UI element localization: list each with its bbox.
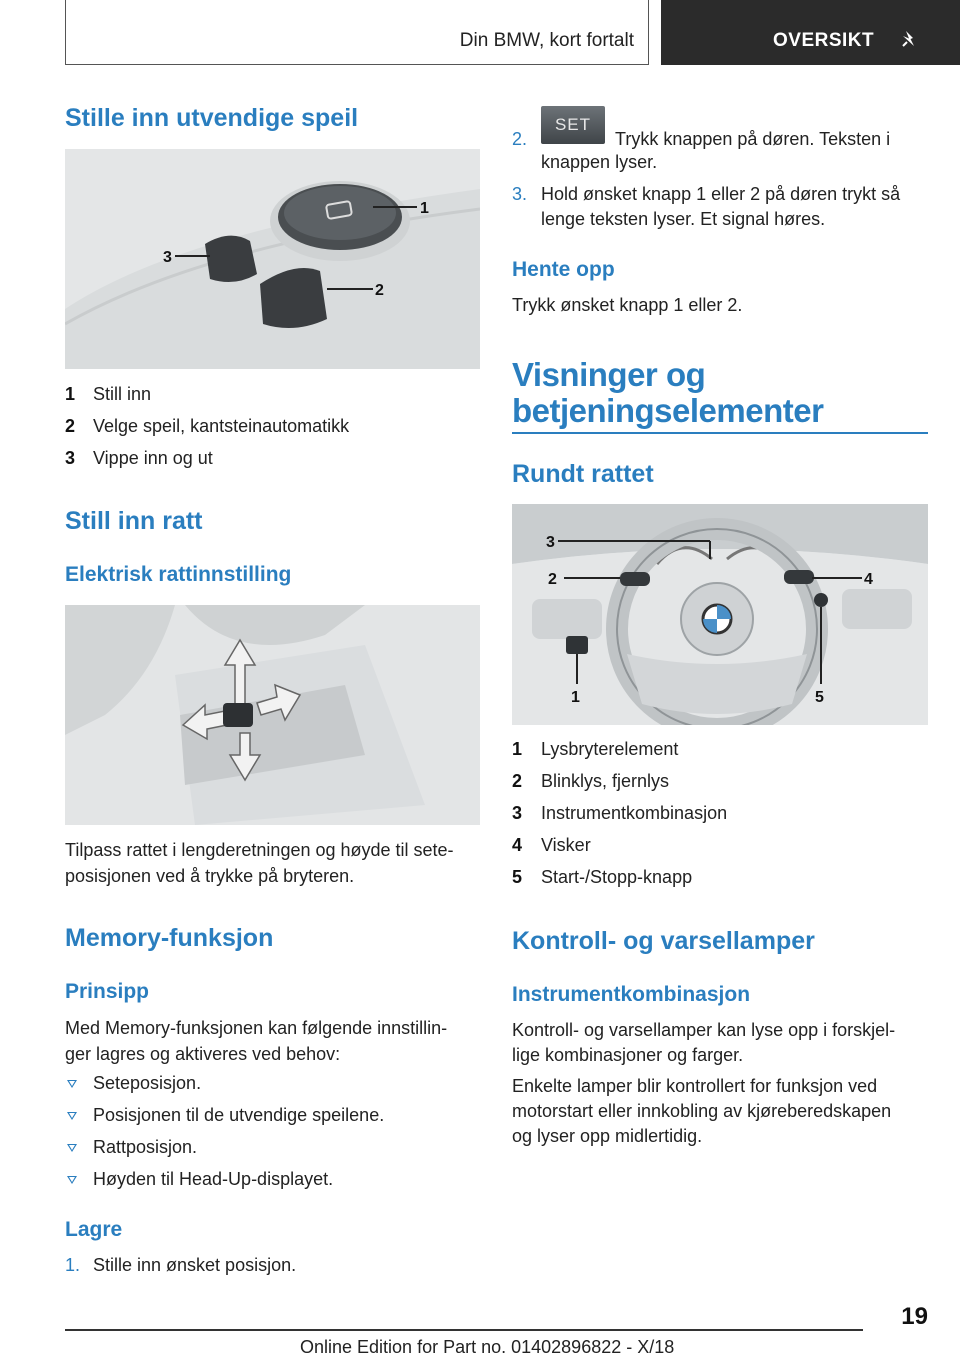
cockpit-label-2: 2 (548, 571, 557, 588)
list-item-num: 5 (512, 867, 523, 887)
step-text: knappen lyser. (541, 152, 658, 172)
page-number: 19 (901, 1303, 928, 1330)
footer-rule (65, 1329, 863, 1331)
views-title-line-2: betjeningselementer (512, 392, 824, 429)
cockpit-label-5: 5 (815, 689, 824, 706)
list-item-num: 3 (65, 448, 76, 468)
header-chapter-box (65, 0, 649, 65)
section-rule (512, 432, 928, 434)
header-tab[interactable] (661, 0, 960, 65)
list-item-text: Velge speil, kantsteinautomatikk (93, 416, 350, 436)
views-title-line-1: Visninger og (512, 356, 706, 393)
cockpit-figure (512, 504, 928, 725)
principle-subtitle: Prinsipp (65, 980, 150, 1003)
step-number: 1. (65, 1255, 81, 1275)
mirror-figure-label-2: 2 (375, 282, 384, 299)
list-item: Høyden til Head-Up-displayet. (93, 1169, 334, 1189)
list-item-text: Lysbryterelement (541, 739, 679, 759)
list-item-num: 2 (65, 416, 76, 436)
set-button-image (541, 106, 605, 144)
cluster-text-line-3: Enkelte lamper blir kontrollert for funksjon ved (512, 1076, 878, 1096)
wheel-text-line-2: posisjonen ved å trykke på bryteren. (65, 866, 355, 886)
wheel-title: Still inn ratt (65, 507, 203, 535)
step-number: 3. (512, 184, 528, 204)
store-subtitle: Lagre (65, 1218, 123, 1241)
mirror-title: Stille inn utvendige speil (65, 104, 359, 132)
mirror-figure-label-1: 1 (420, 200, 429, 217)
recall-subtitle: Hente opp (512, 258, 615, 281)
wheel-text-line-1: Tilpass rattet i lengderetningen og høyde til sete- (65, 840, 454, 860)
list-item: Posisjonen til de utvendige speilene. (93, 1105, 385, 1125)
cluster-text-line-2: lige kombinasjoner og farger. (512, 1045, 744, 1065)
cockpit-label-1: 1 (571, 689, 580, 706)
list-item: Rattposisjon. (93, 1137, 198, 1157)
list-item-text: Vippe inn og ut (93, 448, 213, 468)
memory-title: Memory-funksjon (65, 924, 274, 952)
step-text: Stille inn ønsket posisjon. (93, 1255, 297, 1275)
list-item-num: 4 (512, 835, 523, 855)
bullet-marker (67, 1080, 77, 1088)
header-chapter: Din BMW, kort fortalt (459, 30, 634, 51)
mirror-controls-figure (65, 149, 480, 369)
steering-adjust-figure (65, 605, 480, 825)
list-item-num: 1 (65, 384, 76, 404)
cluster-text-line-4: motorstart eller innkobling av kjøreberedskapen (512, 1101, 892, 1121)
step-text: Hold ønsket knapp 1 eller 2 på døren trykt så (541, 184, 901, 204)
list-item-text: Visker (541, 835, 591, 855)
cockpit-label-3: 3 (546, 534, 555, 551)
step-text: Trykk knappen på døren. Teksten i (615, 129, 891, 149)
cluster-text-line-1: Kontroll- og varsellamper kan lyse opp i forskjel- (512, 1020, 896, 1040)
bullet-marker (67, 1176, 77, 1184)
electric-subtitle: Elektrisk rattinnstilling (65, 563, 292, 586)
list-item-num: 3 (512, 803, 523, 823)
bullet-marker (67, 1144, 77, 1152)
list-item: Seteposisjon. (93, 1073, 202, 1093)
list-item-num: 2 (512, 771, 523, 791)
principle-text-line-1: Med Memory-funksjonen kan følgende innstillin- (65, 1018, 448, 1038)
around-title: Rundt rattet (512, 460, 654, 488)
header-tab-label: OVERSIKT (773, 30, 875, 51)
list-item-text: Blinklys, fjernlys (541, 771, 670, 791)
principle-text-line-2: ger lagres og aktiveres ved behov: (65, 1044, 341, 1064)
list-item-num: 1 (512, 739, 523, 759)
recall-text: Trykk ønsket knapp 1 eller 2. (512, 295, 743, 315)
step-text: lenge teksten lyser. Et signal høres. (541, 209, 826, 229)
cluster-text-line-5: og lyser opp midlertidig. (512, 1126, 703, 1146)
lamps-title: Kontroll- og varsellamper (512, 927, 815, 955)
set-button-label: SET (554, 115, 592, 134)
footer-edition: Online Edition for Part no. 01402896822 - X/18 (300, 1337, 675, 1357)
list-item-text: Start-/Stopp-knapp (541, 867, 693, 887)
list-item-text: Still inn (93, 384, 152, 404)
step-number: 2. (512, 129, 528, 149)
mirror-figure-label-3: 3 (163, 249, 172, 266)
list-item-text: Instrumentkombinasjon (541, 803, 728, 823)
cluster-subtitle: Instrumentkombinasjon (512, 983, 751, 1006)
pin-icon (897, 28, 921, 52)
bullet-marker (67, 1112, 77, 1120)
cockpit-label-4: 4 (864, 571, 873, 588)
